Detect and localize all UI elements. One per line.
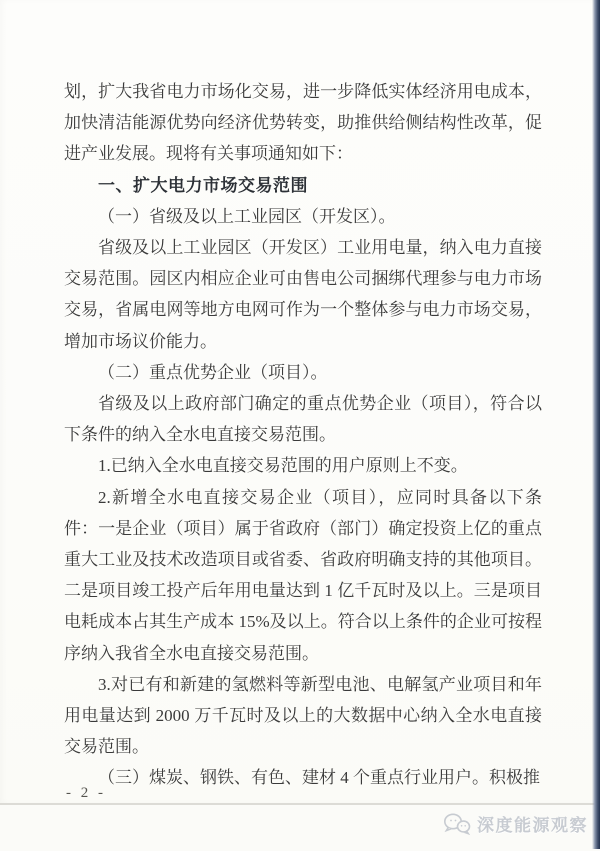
page-right-edge — [592, 0, 600, 849]
page-number: - 2 - — [66, 785, 106, 801]
paragraph: 省级及以上政府部门确定的重点优势企业（项目），符合以下条件的纳入全水电直接交易范围。 — [64, 394, 542, 445]
paragraph: 1.已纳入全水电直接交易范围的用户原则上不变。 — [98, 456, 468, 476]
paragraph: 划，扩大我省电力市场化交易，进一步降低实体经济用电成本，加快清洁能源优势向经济优势转变，助推供给侧结构性改革，促进产业发展。现将有关事项通知如下： — [64, 82, 542, 164]
subsection-heading: （二）重点优势企业（项目）。 — [98, 362, 328, 382]
subsection-heading: （一）省级及以上工业园区（开发区）。 — [98, 206, 396, 226]
paragraph: （三）煤炭、钢铁、有色、建材 4 个重点行业用户。积极推 — [98, 768, 540, 788]
paragraph: 2.新增全水电直接交易企业（项目），应同时具备以下条件：一是企业（项目）属于省政府（部门）确定投资上亿的重点重大工业及技术改造项目或省委、省政府明确支持的其他项目。二是项目竣工投产后年用电量达到 1 亿千瓦时及以上。三是项目电耗成本占其生产成本 15%及以上。符合以上条件的企业可按程序纳入我省全水电直接交易范围。 — [64, 487, 542, 663]
watermark — [443, 811, 588, 836]
paragraph: 省级及以上工业园区（开发区）工业用电量，纳入电力直接交易范围。园区内相应企业可由售电公司捆绑代理参与电力市场交易，省属电网等地方电网可作为一个整体参与电力市场交易，增加市场议价能力。 — [64, 238, 542, 351]
section-heading: 一、扩大电力市场交易范围 — [98, 175, 308, 195]
watermark-text: 深度能源观察 — [477, 816, 588, 835]
chat-bubbles-icon — [443, 812, 471, 836]
document-body — [64, 76, 542, 794]
paragraph: 3.对已有和新建的氢燃料等新型电池、电解氢产业项目和年用电量达到 2000 万千瓦时及以上的大数据中心纳入全水电直接交易范围。 — [64, 674, 542, 757]
